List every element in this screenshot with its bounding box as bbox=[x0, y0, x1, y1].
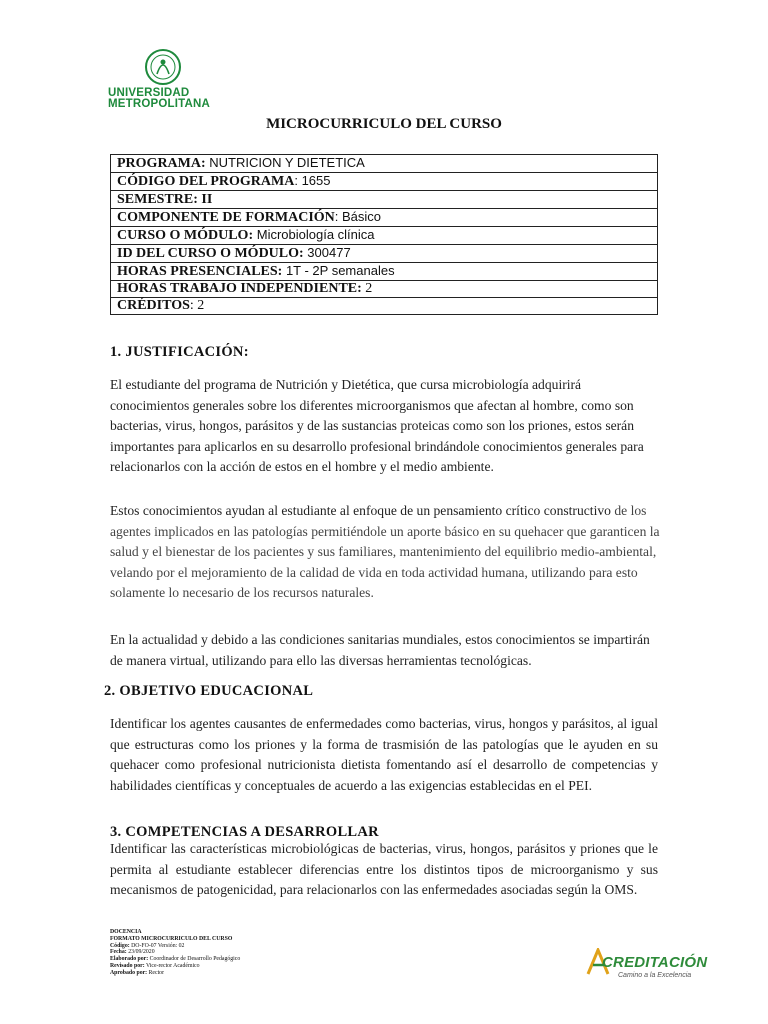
footer-code: Código: DO-FO-07 Versión: 02 bbox=[110, 942, 185, 949]
section-heading-competencias: 3. COMPETENCIAS A DESARROLLAR bbox=[110, 824, 379, 840]
justificacion-paragraph-1: El estudiante del programa de Nutrición y Dietética, que cursa microbiología adquirirá conocimientos generales sobre los diferentes microorganismos que afectan al hombre, como son bacterias, virus, hongos, parásitos y de las sustancias proteicas como son los priones, estos serán importantes para aplicarlos en su desarrollo profesional brindándole conocimientos generales para relacionarlos con la acción de estos en el hombre y el medio ambiente. bbox=[110, 377, 644, 474]
row-label: CRÉDITOS bbox=[117, 298, 190, 313]
row-label: CURSO O MÓDULO: bbox=[117, 228, 254, 243]
row-value: Microbiología clínica bbox=[253, 227, 375, 242]
accreditation-slogan: Camino a la Excelencia bbox=[618, 972, 692, 979]
row-label: PROGRAMA: bbox=[117, 156, 206, 171]
course-info-table bbox=[110, 154, 658, 315]
university-name-line2: METROPOLITANA bbox=[108, 98, 211, 110]
footer-date: Fecha: 23/09/2020 bbox=[110, 949, 155, 956]
row-label: ID DEL CURSO O MÓDULO: bbox=[117, 246, 304, 261]
table-row bbox=[111, 227, 658, 245]
university-name-line1: UNIVERSIDAD bbox=[108, 87, 190, 99]
row-value: : 1655 bbox=[294, 173, 331, 188]
document-footer bbox=[110, 929, 240, 977]
accreditation-word: CREDITACIÓN bbox=[602, 954, 708, 971]
row-value: NUTRICION Y DIETETICA bbox=[205, 155, 365, 170]
justificacion-paragraph-3: En la actualidad y debido a las condiciones sanitarias mundiales, estos conocimientos se impartirán de manera virtual, utilizando para ello las diversas herramientas tecnológicas. bbox=[110, 632, 650, 668]
row-label: HORAS PRESENCIALES: bbox=[117, 264, 283, 279]
table-row bbox=[111, 173, 658, 191]
row-value: 2 bbox=[361, 281, 373, 296]
document-title: MICROCURRICULO DEL CURSO bbox=[266, 116, 502, 132]
university-logo bbox=[104, 48, 234, 110]
table-row bbox=[111, 245, 658, 263]
accreditation-logo bbox=[584, 948, 708, 984]
footer-approved: Aprobado por: Rector bbox=[110, 969, 165, 976]
section-heading-objetivo: 2. OBJETIVO EDUCACIONAL bbox=[104, 683, 314, 699]
table-row bbox=[111, 263, 658, 281]
footer-format: FORMATO MICROCURRICULO DEL CURSO bbox=[110, 935, 233, 942]
paragraph-2-lead: Estos conocimientos ayudan al estudiante al enfoque de un pensamiento crítico constructivo bbox=[110, 503, 611, 518]
objetivo-paragraph: Identificar los agentes causantes de enfermedades como bacterias, virus, hongos y parásitos, al igual que estructuras como los priones y la forma de trasmisión de las patologías que le ayuden en su quehacer como profesional nutricionista dietista fomentando así el desarrollo de competencias y habilidades científicas y conceptuales de acuerdo a las exigencias establecidas en el PEI. bbox=[110, 716, 658, 793]
footer-area: DOCENCIA bbox=[110, 929, 142, 935]
row-value: : Básico bbox=[334, 209, 382, 224]
row-label: COMPONENTE DE FORMACIÓN bbox=[117, 210, 335, 225]
table-row bbox=[111, 281, 658, 298]
row-label: SEMESTRE: II bbox=[117, 192, 213, 207]
footer-reviewed: Revisado por: Vice-rector Académico bbox=[110, 962, 200, 969]
table-row bbox=[111, 191, 658, 209]
justificacion-paragraph-2 bbox=[110, 501, 662, 604]
row-value: 1T - 2P semanales bbox=[282, 263, 395, 278]
row-value: : 2 bbox=[189, 298, 205, 313]
competencias-paragraph: Identificar las características microbiológicas de bacterias, virus, hongos, parásitos y priones que le permita al estudiante establecer diferencias entre los distintos tipos de microorganismo y sus mecanismos de patogenicidad, para relacionarlos con las enfermedades asociadas según la OMS. bbox=[110, 841, 658, 897]
table-row bbox=[111, 155, 658, 173]
table-row bbox=[111, 298, 658, 315]
section-heading-justificacion: 1. JUSTIFICACIÓN: bbox=[110, 344, 249, 360]
university-seal-icon bbox=[143, 48, 183, 86]
footer-elaborated: Elaborado por: Coordinador de Desarrollo Pedagógico bbox=[110, 956, 241, 963]
row-value: 300477 bbox=[303, 245, 351, 260]
row-label: CÓDIGO DEL PROGRAMA bbox=[117, 174, 295, 189]
table-row bbox=[111, 209, 658, 227]
paragraph-2-rest: de los agentes implicados en las patologías permitiéndole un aporte básico en su quehacer que garanticen la salud y el bienestar de los pacientes y sus familiares, mantenimiento del equilibrio medio-ambiental, velando por el mejoramiento de la calidad de vida en toda actividad humana, utilizando para esto solamente lo necesario de los recursos naturales. bbox=[110, 503, 660, 600]
row-label: HORAS TRABAJO INDEPENDIENTE: bbox=[117, 281, 362, 296]
